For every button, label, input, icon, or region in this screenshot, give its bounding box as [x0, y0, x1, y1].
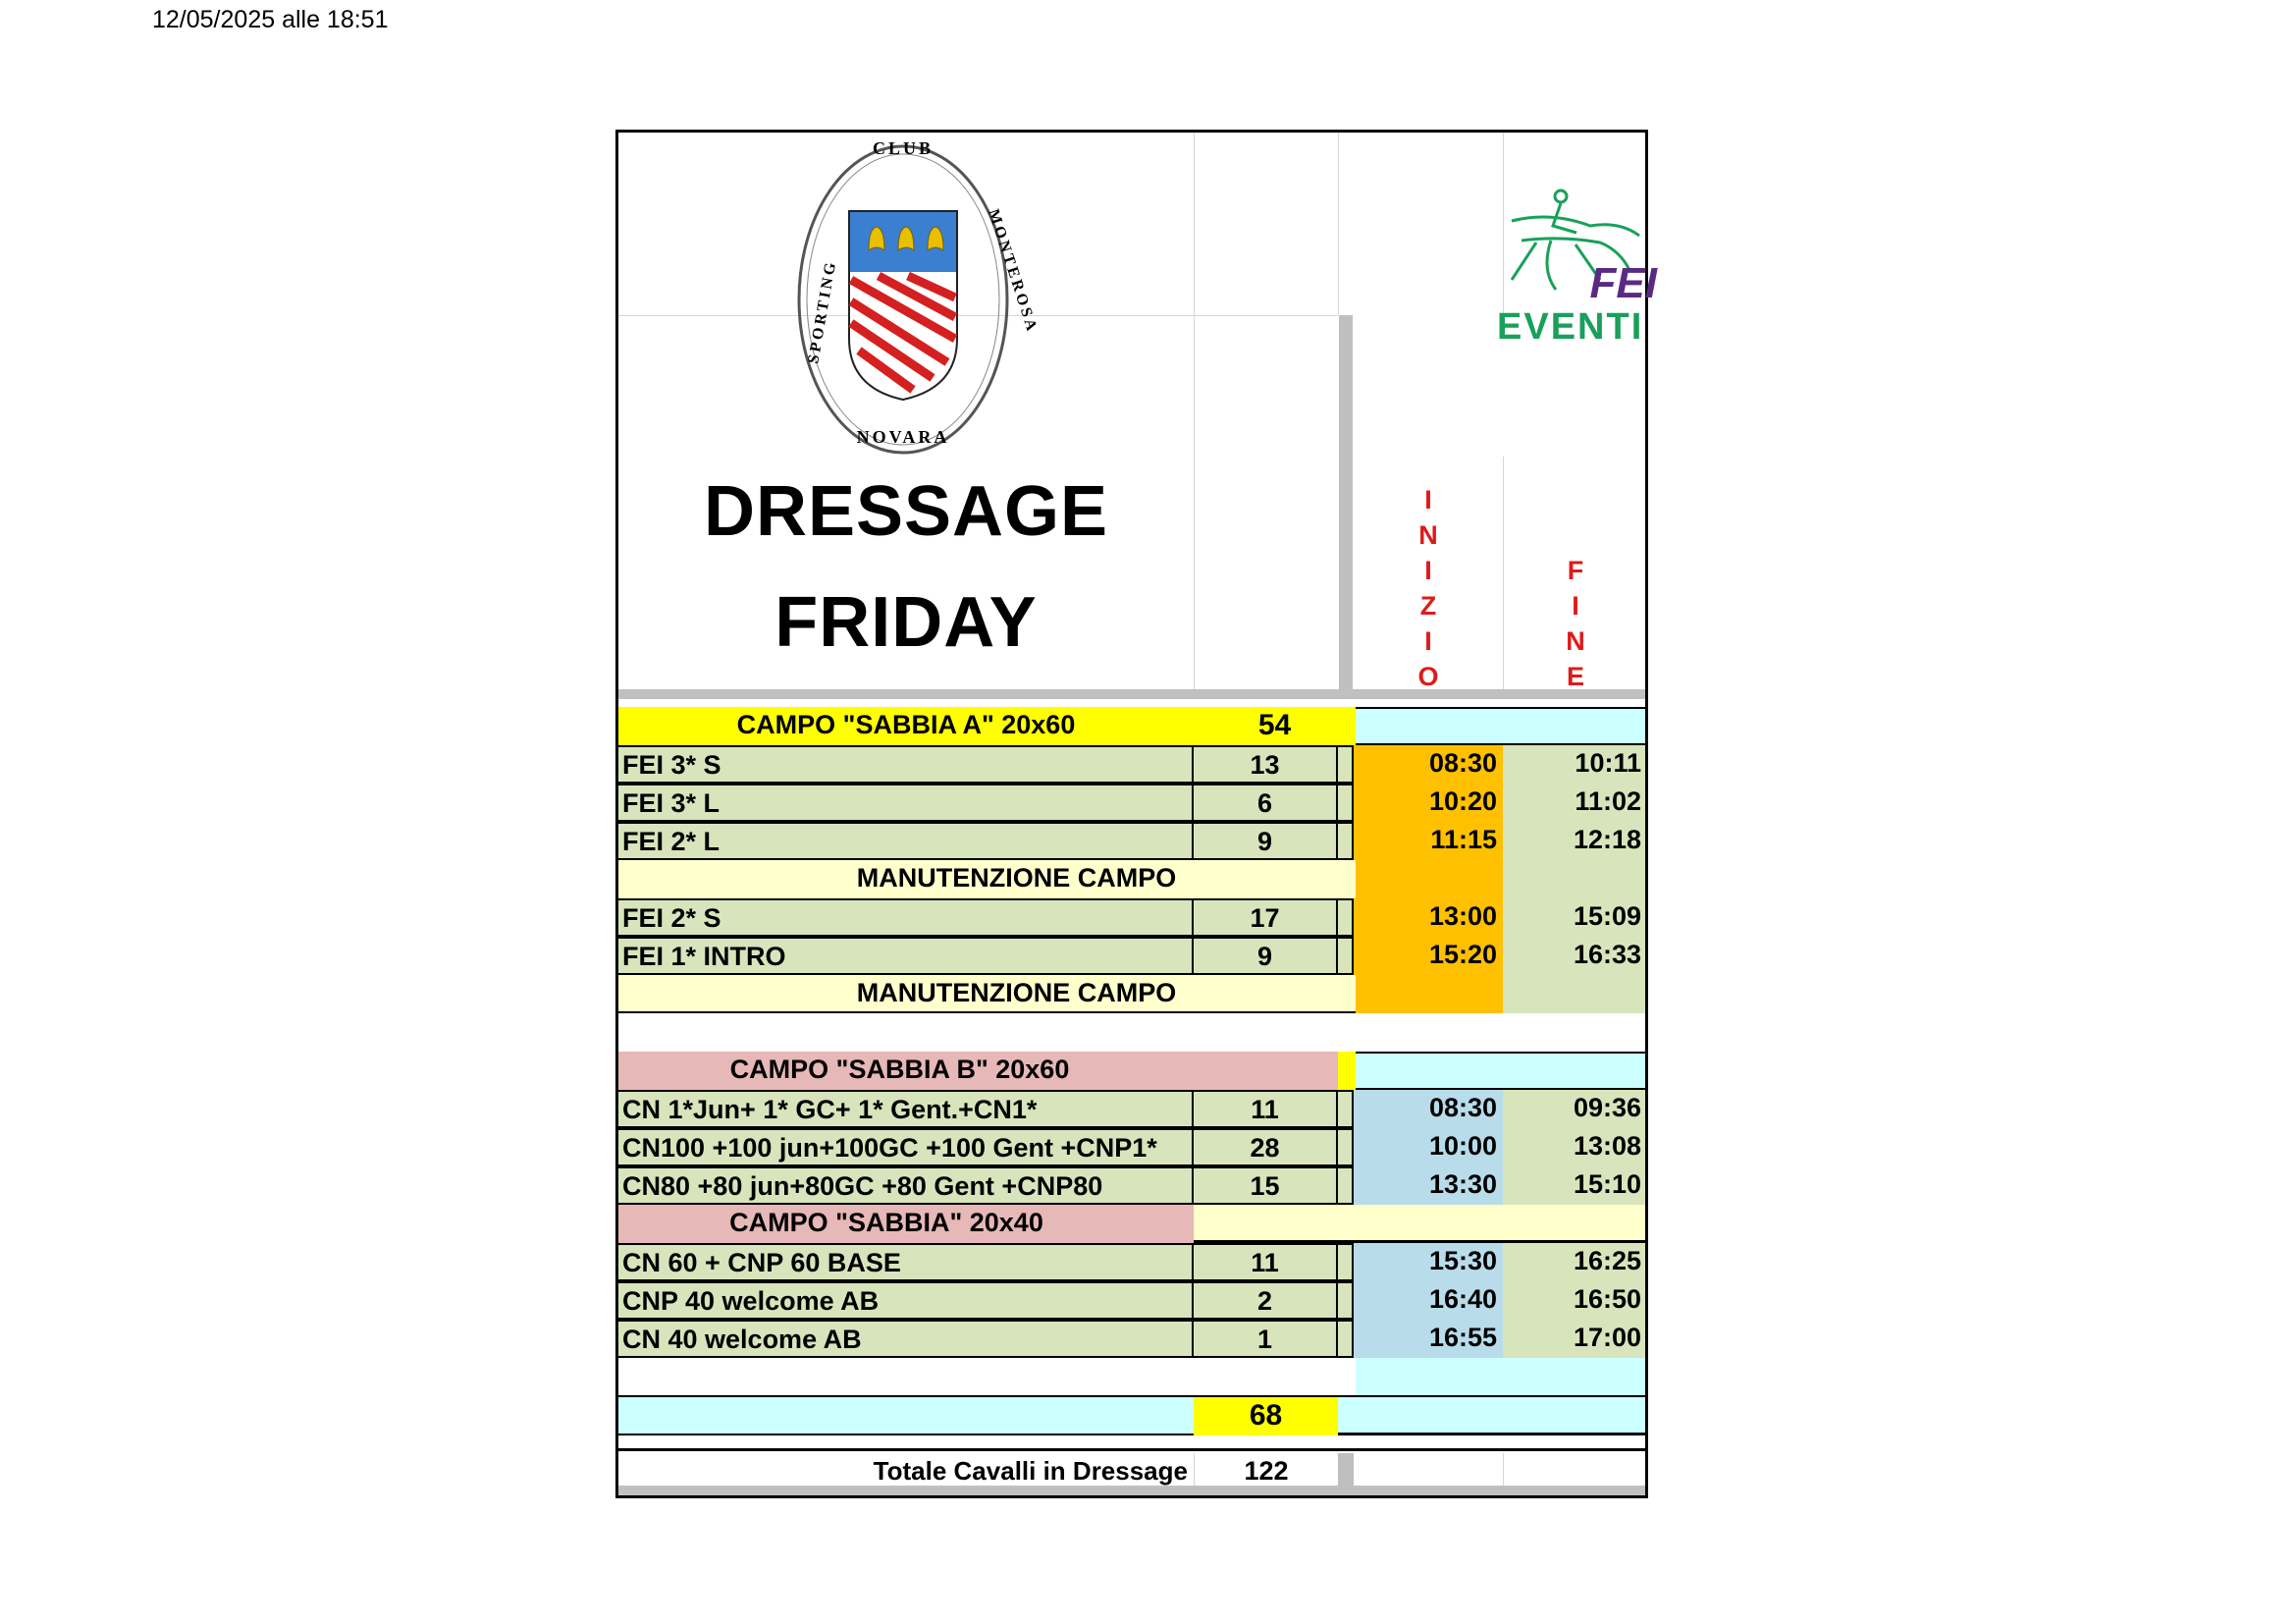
table-row: CN 60 + CNP 60 BASE 11 15:30 16:25	[618, 1243, 1645, 1281]
dressage-schedule-sheet	[615, 130, 1657, 1498]
campo-a-header-row	[618, 707, 1645, 745]
campo-a-total: 54	[1194, 707, 1356, 745]
maintenance-row: MANUTENZIONE CAMPO	[618, 860, 1645, 898]
fei-eventing-word: EVENTI	[1497, 306, 1644, 348]
page-title: DRESSAGE	[703, 472, 1109, 551]
table-row: FEI 3* L 6 10:20 11:02	[618, 784, 1645, 822]
table-row: FEI 1* INTRO 9 15:20 16:33	[618, 937, 1645, 975]
campo-c-header: CAMPO "SABBIA" 20x40	[618, 1205, 1194, 1243]
grid-line	[1503, 457, 1504, 692]
club-logo-bottom-text: NOVARA	[856, 427, 950, 447]
fine-header: F I N E	[1566, 556, 1585, 691]
campo-a-header-fill	[1356, 707, 1645, 745]
table-row: CN80 +80 jun+80GC +80 Gent +CNP80 15 13:30 15:10	[618, 1166, 1645, 1205]
gray-band	[618, 689, 1645, 699]
table-row: CN 1*Jun+ 1* GC+ 1* Gent.+CN1* 11 08:30 09:36	[618, 1090, 1645, 1128]
table-row: FEI 3* S 13 08:30 10:11	[618, 745, 1645, 784]
grid-line	[1194, 133, 1195, 692]
print-timestamp: 12/05/2025 alle 18:51	[152, 6, 389, 33]
total-value: 122	[1194, 1453, 1338, 1491]
table-row: CN100 +100 jun+100GC +100 Gent +CNP1* 28 10:00 13:08	[618, 1128, 1645, 1166]
spacer-fill	[1356, 1358, 1645, 1396]
double-rule	[618, 1435, 1645, 1451]
subtotal-value: 68	[1194, 1397, 1338, 1435]
page-subtitle: FRIDAY	[774, 583, 1038, 662]
fei-eventing-logo	[1482, 182, 1657, 349]
club-logo-left-text: SPORTING	[805, 258, 840, 365]
campo-a-header: CAMPO "SABBIA A" 20x60	[618, 707, 1356, 745]
fleur-de-lis-icons	[869, 227, 943, 250]
fei-mark: FEI	[1589, 259, 1657, 307]
table-row: CNP 40 welcome AB 2 16:40 16:50	[618, 1281, 1645, 1320]
campo-c-header-row	[618, 1205, 1645, 1243]
table-row: FEI 2* S 17 13:00 15:09	[618, 898, 1645, 937]
club-logo-top-text: CLUB	[872, 138, 934, 158]
campo-b-header: CAMPO "SABBIA B" 20x60	[618, 1052, 1338, 1090]
subtotal-row	[618, 1397, 1645, 1435]
grid-line	[1338, 133, 1339, 315]
table-row: CN 40 welcome AB 1 16:55 17:00	[618, 1320, 1645, 1358]
total-label: Totale Cavalli in Dressage	[873, 1456, 1188, 1486]
inizio-header: I N I Z I O	[1417, 485, 1439, 691]
campo-b-header-row	[618, 1052, 1645, 1090]
club-logo-right-text: MONTEROSA	[985, 206, 1041, 336]
maintenance-row: MANUTENZIONE CAMPO	[618, 975, 1645, 1013]
gray-separator	[1339, 315, 1353, 692]
bottom-band	[618, 1486, 1645, 1495]
table-row: FEI 2* L 9 11:15 12:18	[618, 822, 1645, 860]
club-logo	[790, 133, 1041, 462]
